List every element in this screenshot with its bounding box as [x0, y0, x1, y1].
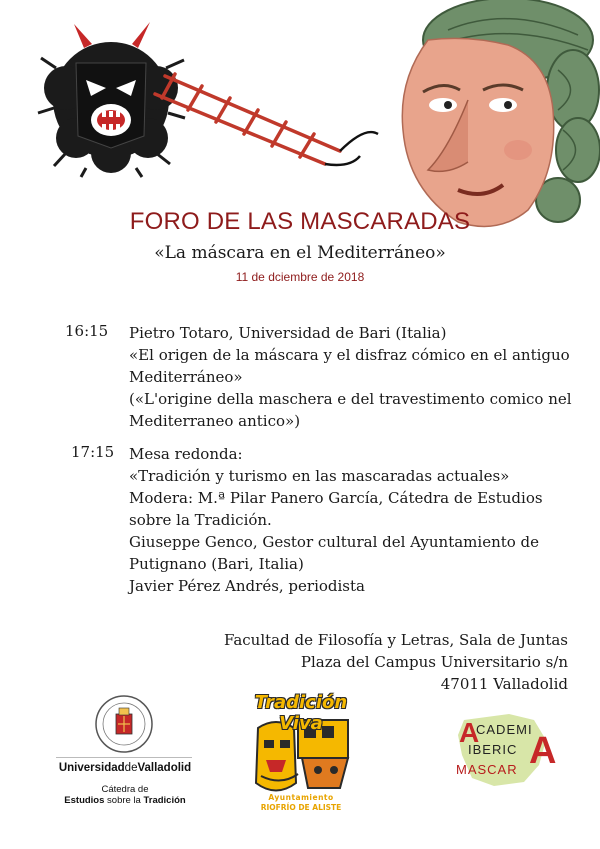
session-1-line: «El origen de la máscara y el disfraz cómico en el antiguo — [129, 346, 570, 364]
session-2-line: sobre la Tradición. — [129, 511, 272, 529]
session-2-line: Putignano (Bari, Italia) — [129, 555, 304, 573]
venue-line: 47011 Valladolid — [440, 675, 568, 693]
academia-text-line-2: IBERIC — [468, 742, 518, 757]
tradicion-viva-title: Tradición Viva — [254, 692, 348, 734]
session-1-line: Mediterraneo antico») — [129, 412, 301, 430]
venue-line: Plaza del Campus Universitario s/n — [300, 653, 568, 671]
session-2-line: Giuseppe Genco, Gestor cultural del Ayuntamiento de — [129, 533, 540, 551]
old-man-wig-mask-image — [388, 0, 600, 232]
academia-text-line-1: CADEMI — [476, 722, 533, 737]
session-2-line: Mesa redonda: — [129, 445, 243, 463]
logo-divider — [56, 757, 192, 758]
session-1-line: Mediterráneo» — [129, 368, 243, 386]
session-2-line: Javier Pérez Andrés, periodista — [129, 577, 365, 595]
event-subtitle: «La máscara en el Mediterráneo» — [154, 243, 446, 263]
session-1-line: («L'origine della maschera e del travestimento comico nel — [129, 390, 572, 408]
red-tongs-image — [150, 56, 380, 171]
academia-letter-a-left: A — [459, 717, 480, 748]
session-2-details — [129, 443, 569, 597]
academia-letter-a-right: A — [529, 730, 557, 772]
academia-text-line-3: MASCAR — [456, 762, 518, 777]
university-seal-icon — [94, 694, 154, 754]
session-time-1: 16:15 — [65, 322, 109, 340]
event-title: FORO DE LAS MASCARADAS — [129, 208, 471, 235]
catedra-name: Cátedra de Estudios sobre la Tradición — [64, 784, 186, 806]
venue-address — [224, 629, 568, 695]
tradicion-viva-town: RIOFRÍO DE ALISTE — [260, 803, 342, 812]
venue-line: Facultad de Filosofía y Letras, Sala de Juntas — [223, 631, 568, 649]
tradicion-viva-ayuntamiento: Ayuntamiento — [268, 793, 334, 802]
event-date: 11 de dciembre de 2018 — [235, 270, 365, 284]
session-2-line: Modera: M.ª Pilar Panero García, Cátedra de Estudios — [129, 489, 543, 507]
session-1-line: Pietro Totaro, Universidad de Bari (Italia) — [129, 324, 447, 342]
university-name: UniversidaddeValladolid — [58, 762, 192, 774]
session-time-2: 17:15 — [71, 443, 115, 461]
session-1-details — [129, 322, 572, 432]
session-2-line: «Tradición y turismo en las mascaradas actuales» — [129, 467, 510, 485]
